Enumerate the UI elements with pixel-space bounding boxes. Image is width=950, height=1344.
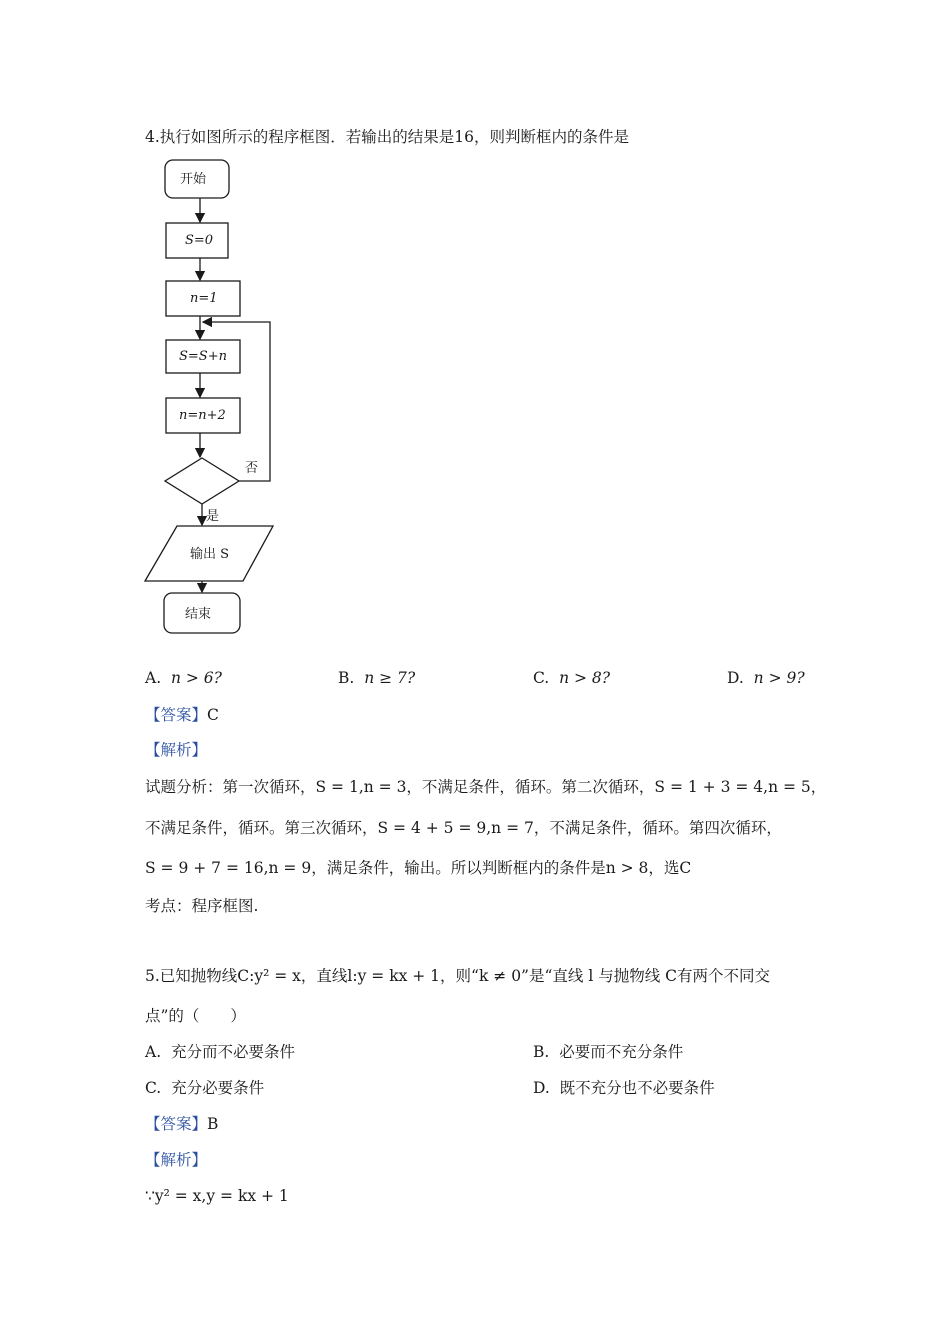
q4-option-c[interactable]: C. n > 8? xyxy=(533,669,611,687)
q4-flowchart xyxy=(140,155,280,640)
yes-label: 是 xyxy=(206,509,220,524)
decision-node xyxy=(165,458,239,504)
q5-analysis-heading: 【解析】 xyxy=(145,1151,208,1169)
init-s-label: S=0 xyxy=(185,233,214,248)
q4-option-a[interactable]: A. n > 6? xyxy=(145,669,222,687)
q5-stem-line-1: 5.已知抛物线C:y² = x，直线l:y = kx + 1，则“k ≠ 0”是“直线 l 与抛物线 C有两个不同交 xyxy=(145,967,771,985)
q4-option-b[interactable]: B. n ≥ 7? xyxy=(338,669,416,687)
q5-option-c[interactable]: C. 充分必要条件 xyxy=(145,1079,265,1097)
q4-analysis-line-2: 不满足条件，循环。第三次循环，S = 4 + 5 = 9,n = 7，不满足条件，循环。第四次循环， xyxy=(145,819,782,837)
start-label: 开始 xyxy=(180,172,207,187)
q5-option-d[interactable]: D. 既不充分也不必要条件 xyxy=(533,1079,715,1097)
update-n-label: n=n+2 xyxy=(179,408,226,423)
loop-back-line xyxy=(203,322,270,481)
no-label: 否 xyxy=(245,461,259,476)
q4-stem: 4.执行如图所示的程序框图．若输出的结果是16，则判断框内的条件是 xyxy=(145,128,630,146)
q5-answer: 【答案】B xyxy=(145,1115,219,1133)
q4-kaodian: 考点：程序框图. xyxy=(145,897,259,915)
init-n-label: n=1 xyxy=(190,291,218,306)
q5-option-a[interactable]: A. 充分而不必要条件 xyxy=(145,1043,295,1061)
q4-analysis-line-1: 试题分析：第一次循环，S = 1,n = 3，不满足条件，循环。第二次循环，S = 1 + 3 = 4,n = 5， xyxy=(145,778,827,796)
q4-answer: 【答案】C xyxy=(145,706,219,724)
q4-analysis-heading: 【解析】 xyxy=(145,741,208,759)
q4-option-d[interactable]: D. n > 9? xyxy=(727,669,805,687)
update-s-label: S=S+n xyxy=(179,349,227,364)
output-label: 输出 S xyxy=(190,547,230,562)
q4-analysis-line-3: S = 9 + 7 = 16,n = 9，满足条件，输出。所以判断框内的条件是n > 8，选C xyxy=(145,859,692,877)
q5-option-b[interactable]: B. 必要而不充分条件 xyxy=(533,1043,684,1061)
q5-stem-line-2: 点”的（ ） xyxy=(145,1007,246,1025)
end-label: 结束 xyxy=(185,607,212,622)
q5-analysis-line-1: ∵y² = x,y = kx + 1 xyxy=(145,1187,289,1205)
